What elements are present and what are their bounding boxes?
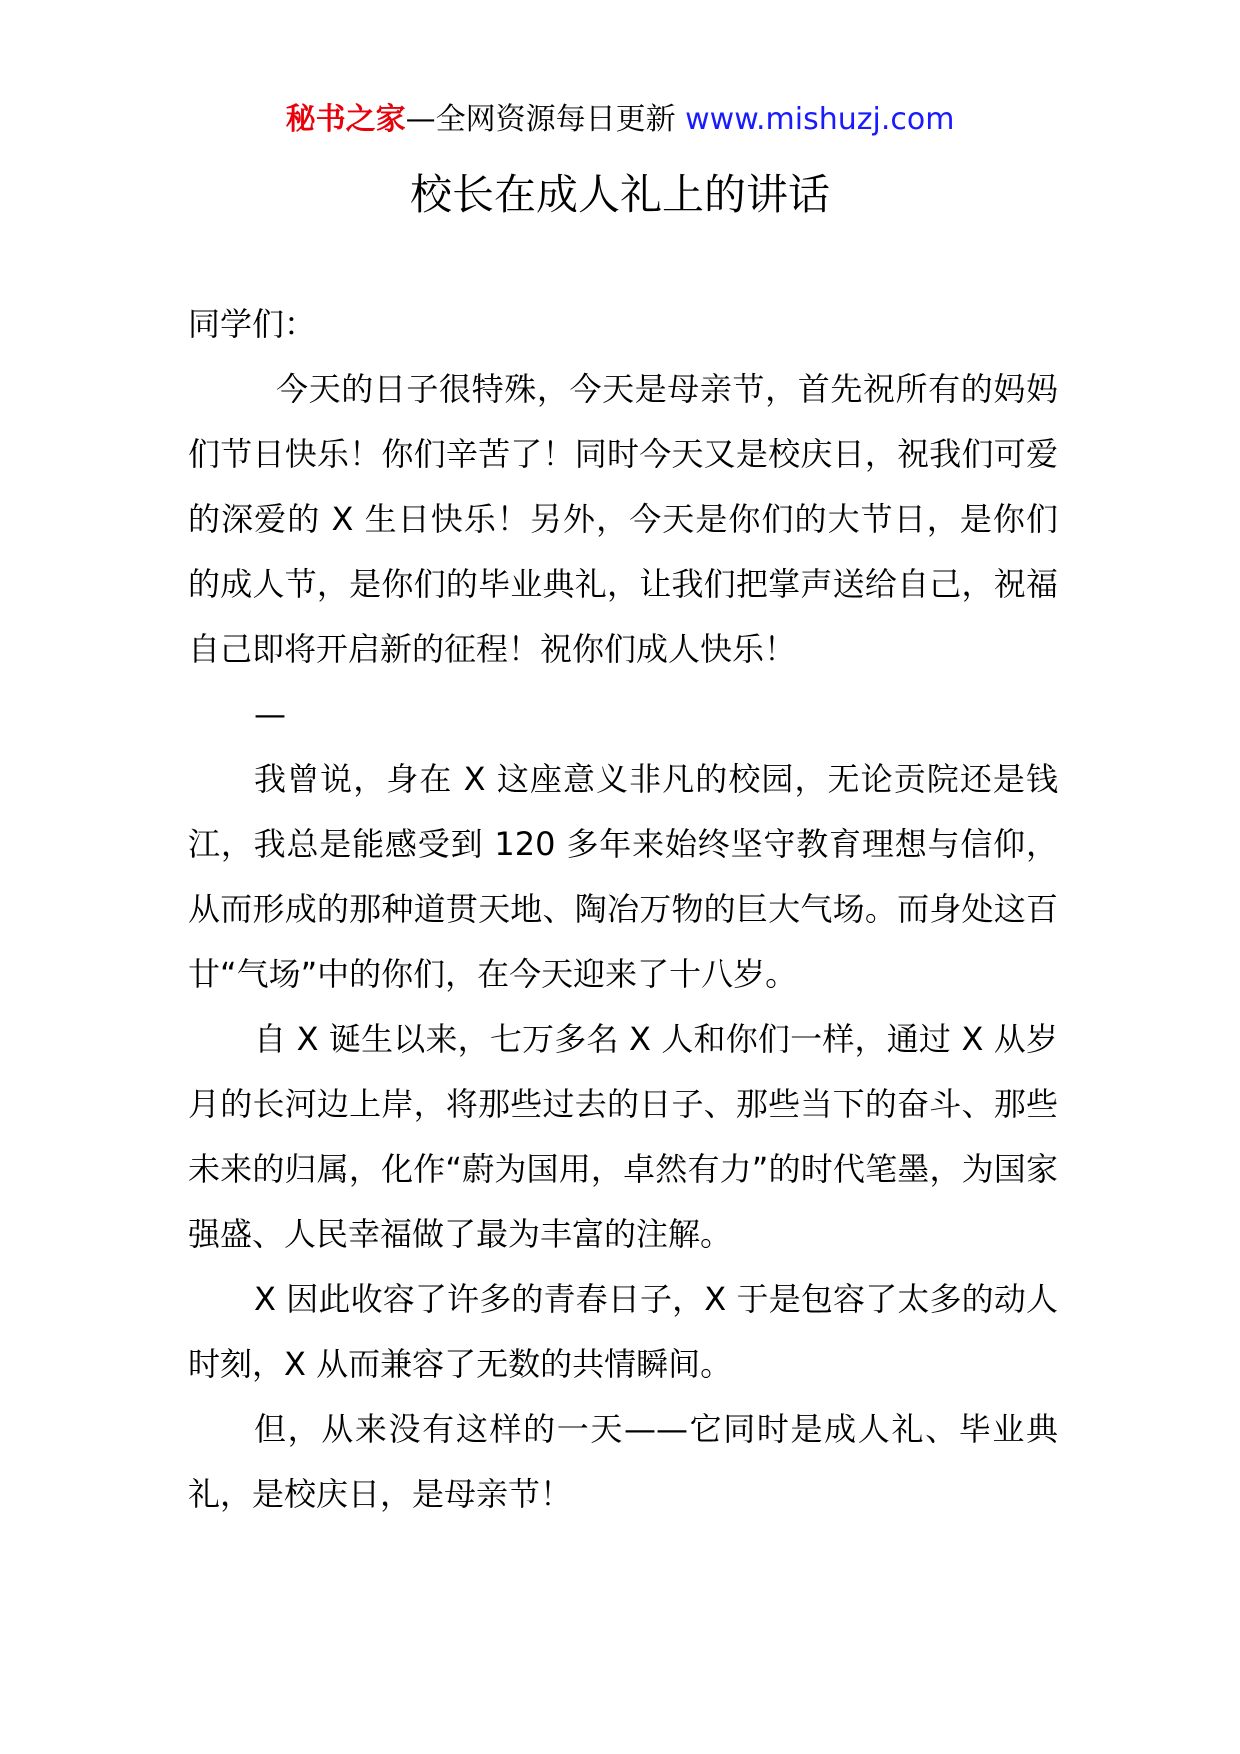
paragraph-2: 我曾说，身在 X 这座意义非凡的校园，无论贡院还是钱江，我总是能感受到 120 多年来始终坚守教育理想与信仰，从而形成的那种道贯天地、陶冶万物的巨大气场。而身处这百廿“气场”中的你们，在今天迎来了十八岁。 [188, 760, 1058, 993]
salutation: 同学们： [188, 305, 317, 343]
document-body [188, 292, 1058, 1527]
site-brand: 秘书之家 [285, 102, 406, 137]
paragraph-4: X 因此收容了许多的青春日子，X 于是包容了太多的动人时刻，X 从而兼容了无数的共情瞬间。 [188, 1280, 1058, 1383]
site-tagline: —全网资源每日更新 [405, 102, 676, 137]
paragraph-1: 今天的日子很特殊，今天是母亲节，首先祝所有的妈妈们节日快乐！你们辛苦了！同时今天又是校庆日，祝我们可爱的深爱的 X 生日快乐！另外，今天是你们的大节日，是你们的成人节，是你们的毕业典礼，让我们把掌声送给自己，祝福自己即将开启新的征程！祝你们成人快乐！ [188, 370, 1058, 668]
section-divider: — [254, 695, 286, 733]
paragraph-3: 自 X 诞生以来，七万多名 X 人和你们一样，通过 X 从岁月的长河边上岸，将那些过去的日子、那些当下的奋斗、那些未来的归属，化作“蔚为国用，卓然有力”的时代笔墨，为国家强盛、人民幸福做了最为丰富的注解。 [188, 1020, 1058, 1253]
document-title: 校长在成人礼上的讲话 [409, 170, 830, 219]
paragraph-5: 但，从来没有这样的一天——它同时是成人礼、毕业典礼，是校庆日，是母亲节！ [188, 1410, 1058, 1513]
site-header [0, 100, 1240, 140]
site-url-link[interactable]: www.mishuzj.com [685, 102, 955, 137]
